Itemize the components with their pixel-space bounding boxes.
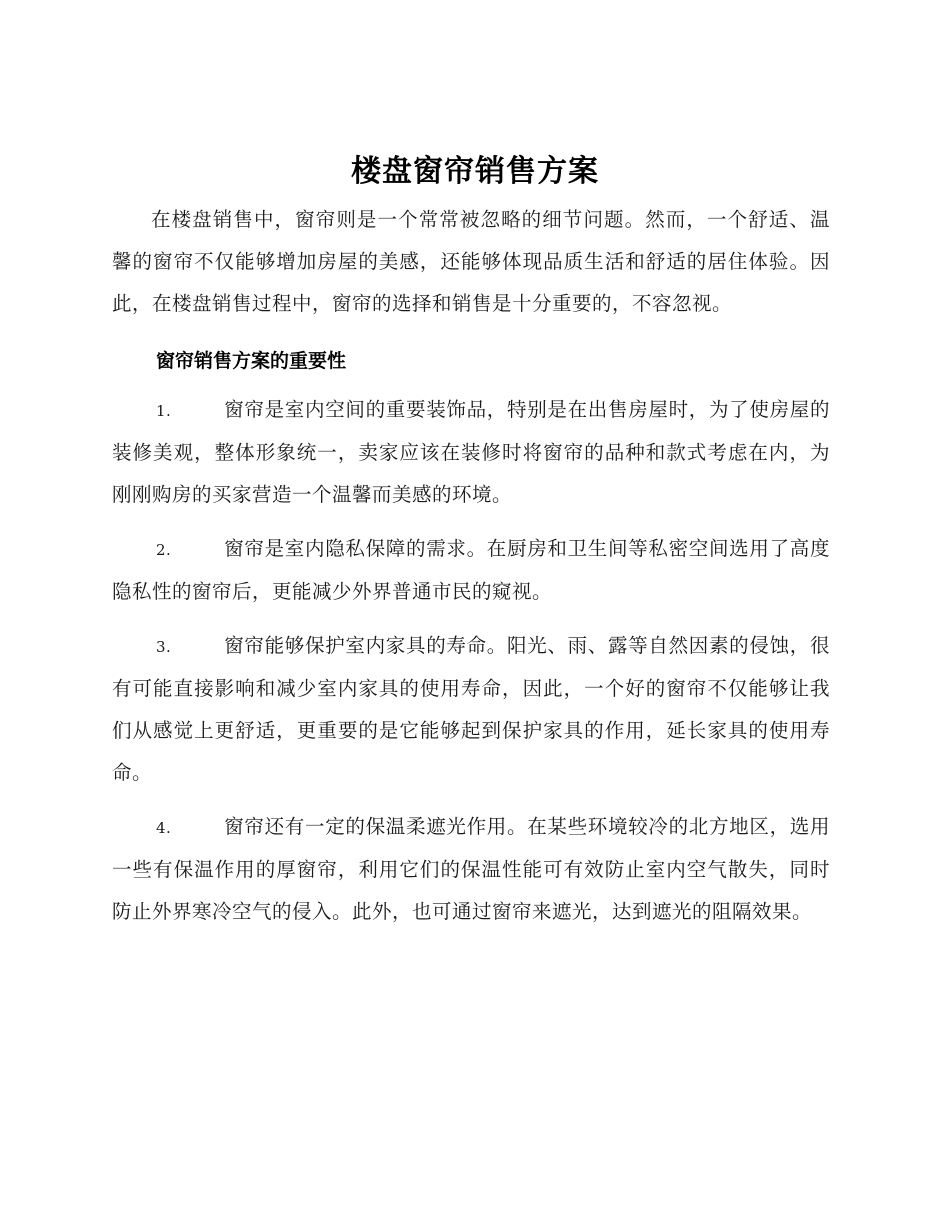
list-item — [112, 389, 830, 516]
list-item-number: 1. — [156, 402, 172, 420]
section-heading: 窗帘销售方案的重要性 — [156, 350, 347, 372]
list-item-number: 4. — [156, 819, 172, 837]
list-item-number: 3. — [156, 638, 172, 656]
list-item-text: 窗帘是室内隐私保障的需求。在厨房和卫生间等私密空间选用了高度隐私性的窗帘后，更能减少外界普通市民的窥视。 — [112, 537, 830, 603]
list-item-text: 窗帘还有一定的保温柔遮光作用。在某些环境较冷的北方地区，选用一些有保温作用的厚窗帘，利用它们的保温性能可有效防止室内空气散失，同时防止外界寒冷空气的侵入。此外，也可通过窗帘来遮光，达到遮光的阻隔效果。 — [112, 815, 830, 923]
list-item-number: 2. — [156, 541, 172, 559]
list-item — [112, 528, 830, 613]
list-item-text: 窗帘能够保护室内家具的寿命。阳光、雨、露等自然因素的侵蚀，很有可能直接影响和减少室内家具的使用寿命，因此，一个好的窗帘不仅能够让我们从感觉上更舒适，更重要的是它能够起到保护家具的作用，延长家具的使用寿命。 — [112, 634, 830, 784]
list-item — [112, 806, 830, 933]
document-body — [112, 199, 830, 945]
list-item — [112, 625, 830, 794]
page-title: 楼盘窗帘销售方案 — [351, 154, 599, 189]
list-item-text: 窗帘是室内空间的重要装饰品，特别是在出售房屋时，为了使房屋的装修美观，整体形象统一，卖家应该在装修时将窗帘的品种和款式考虑在内，为刚刚购房的买家营造一个温馨而美感的环境。 — [112, 398, 830, 506]
intro-paragraph: 在楼盘销售中，窗帘则是一个常常被忽略的细节问题。然而，一个舒适、温馨的窗帘不仅能够增加房屋的美感，还能够体现品质生活和舒适的居住体验。因此，在楼盘销售过程中，窗帘的选择和销售是十分重要的，不容忽视。 — [112, 208, 830, 315]
